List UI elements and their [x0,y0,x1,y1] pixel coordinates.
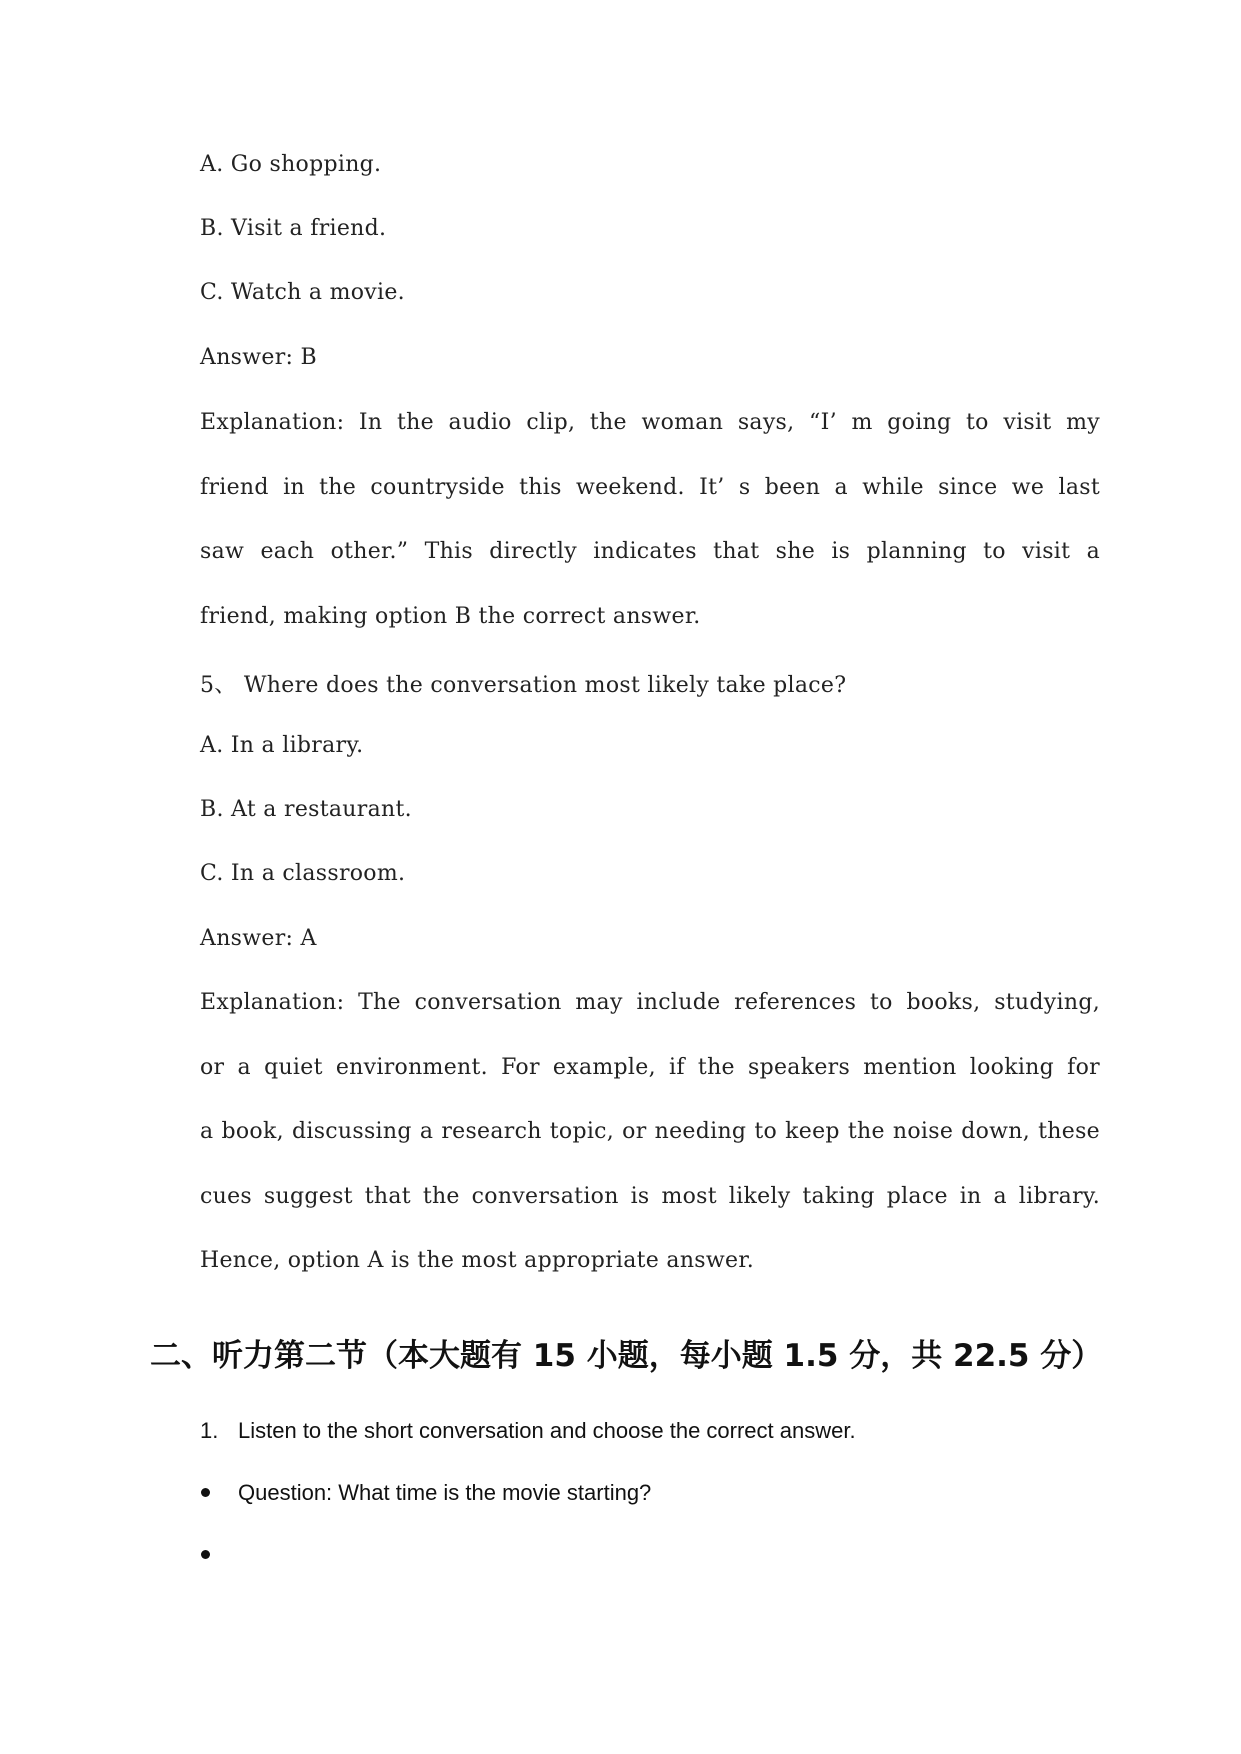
q5-explanation-line: Hence, option A is the most appropriate answer. [200,1248,755,1273]
q4-explanation-line: friend in the countryside this weekend. It’ s been a while since we last [200,475,1100,500]
q5-option-c: C. In a classroom. [200,861,406,886]
list-item-text: Listen to the short conversation and choose the correct answer. [238,1418,856,1443]
bullet-item: Question: What time is the movie starting? [238,1480,652,1505]
q5-explanation-line: Explanation: The conversation may include references to books, studying, [200,990,1100,1015]
q5-explanation-line: or a quiet environment. For example, if the speakers mention looking for [200,1055,1100,1080]
bullet-icon [201,1550,210,1559]
q4-option-a: A. Go shopping. [200,152,382,177]
list-item-number: 1. [200,1418,219,1443]
q4-option-c: C. Watch a movie. [200,280,405,305]
q4-explanation-line: Explanation: In the audio clip, the woman says, “I’ m going to visit my [200,410,1100,435]
q5-answer: Answer: A [200,926,317,951]
q5-option-a: A. In a library. [200,733,364,758]
q4-option-b: B. Visit a friend. [200,216,387,241]
q5-explanation-line: cues suggest that the conversation is most likely taking place in a library. [200,1184,1100,1209]
q4-explanation-line: saw each other.” This directly indicates that she is planning to visit a [200,539,1100,564]
q5-option-b: B. At a restaurant. [200,797,412,822]
bullet-icon [201,1488,210,1497]
q4-explanation-line: friend, making option B the correct answer. [200,604,701,629]
section-heading: 二、听力第二节（本大题有 15 小题，每小题 1.5 分，共 22.5 分） [150,1338,1103,1374]
q5-question: 5、 Where does the conversation most likely take place? [200,673,847,698]
q5-explanation-line: a book, discussing a research topic, or needing to keep the noise down, these [200,1119,1100,1144]
q4-answer: Answer: B [200,345,317,370]
